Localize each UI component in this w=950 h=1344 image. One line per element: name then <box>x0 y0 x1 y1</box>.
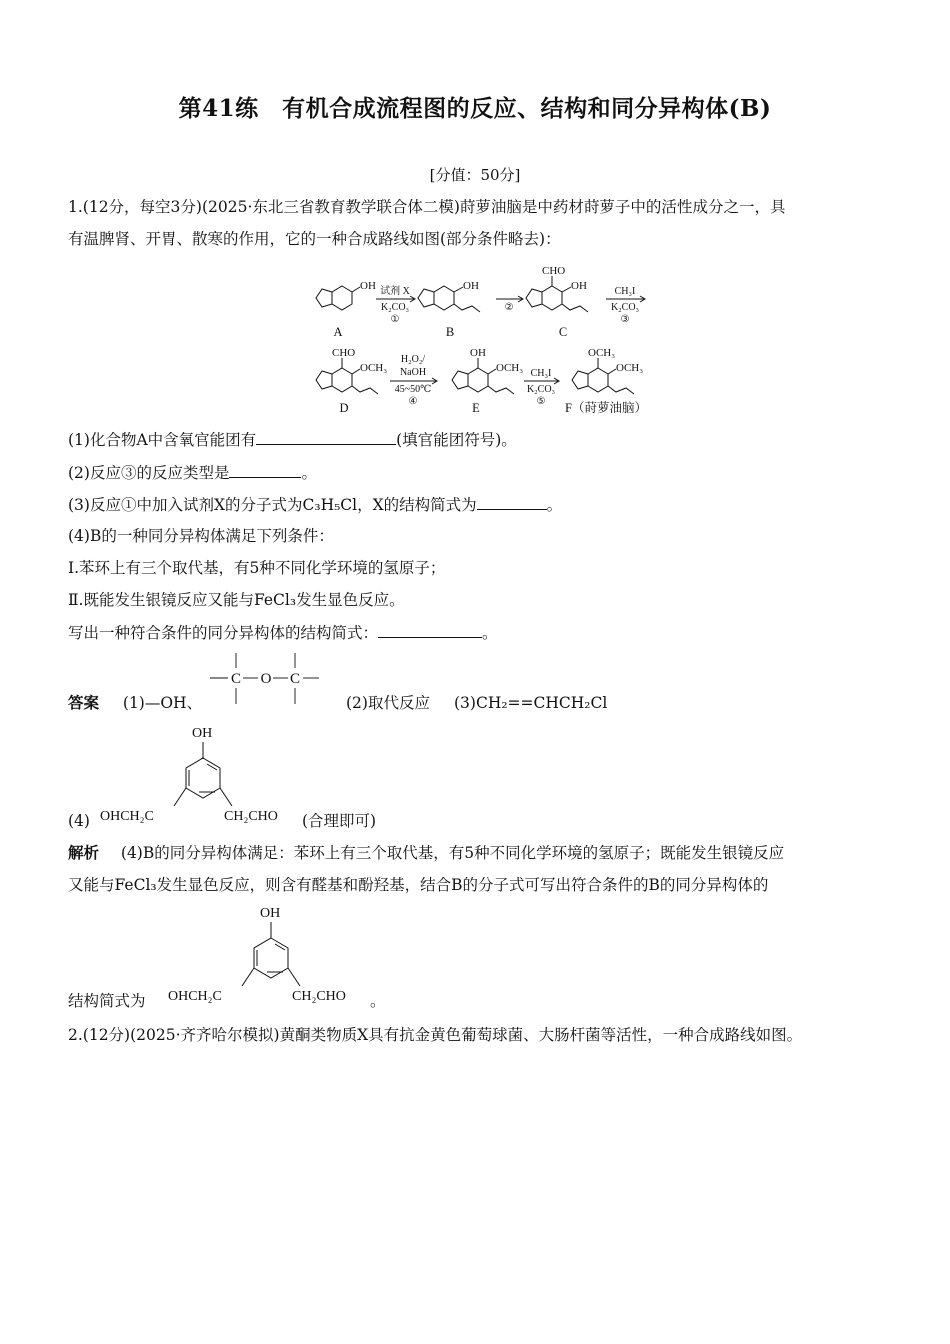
arrow3-base: K₂CO₃ <box>610 302 640 313</box>
compound-d-label: D <box>339 401 349 415</box>
analysis-line3: 结构简式为 <box>68 992 146 1010</box>
q1-condition-1: Ⅰ.苯环上有三个取代基，有5种不同化学环境的氢原子； <box>68 559 446 577</box>
analysis-label: 解析 <box>68 843 100 862</box>
analysis-end: 。 <box>370 992 386 1010</box>
q1-part2-end: 。 <box>301 464 317 482</box>
compound-c-label: C <box>558 325 568 339</box>
q1-part4-ask-end: 。 <box>482 624 498 642</box>
label-och3-e: OCH₃ <box>496 362 524 374</box>
arrow2-step: ② <box>504 302 514 313</box>
answer-part3: (3)CH₂==CHCH₂Cl <box>454 694 608 712</box>
q1-part1 <box>68 428 517 451</box>
isomer-structure-analysis <box>166 902 366 1010</box>
ether-c1: C <box>230 671 242 687</box>
answer-part4-label: (4) <box>68 812 90 830</box>
isomer-right-group: CH₂CHO <box>224 809 278 824</box>
q1-part3-text: (3)反应①中加入试剂X的分子式为C₃H₅Cl，X的结构简式为 <box>68 496 477 514</box>
q1-part3 <box>68 493 562 516</box>
arrow4-reagent2: NaOH <box>399 367 427 378</box>
q2-intro: 2.(12分)(2025·齐齐哈尔模拟)黄酮类物质X具有抗金黄色葡萄球菌、大肠杆菌等活性，一种合成路线如图。 <box>68 1026 803 1044</box>
label-oh-e: OH <box>470 347 486 359</box>
arrow4-temp: 45~50℃ <box>394 384 432 395</box>
label-cho-d: CHO <box>332 347 356 359</box>
arrow3-step: ③ <box>620 314 630 325</box>
score-note: [分值：50分] <box>429 166 521 184</box>
answer-part4-note: (合理即可) <box>302 812 377 830</box>
q1-part4-ask-text: 写出一种符合条件的同分异构体的结构简式： <box>68 624 379 642</box>
analysis-line2: 又能与FeCl₃发生显色反应，则含有醛基和酚羟基，结合B的分子式可写出符合条件的B的同分异构体的 <box>68 876 769 894</box>
label-oh-c: OH <box>571 280 587 292</box>
arrow1-reagent: 试剂 X <box>380 286 410 297</box>
compound-e-label: E <box>472 401 480 415</box>
arrow5-base: K₂CO₃ <box>526 384 556 395</box>
q1-part3-end: 。 <box>546 496 563 514</box>
arrow5-reagent: CH₃I <box>530 368 552 379</box>
ether-structure <box>205 650 325 708</box>
q1-intro-line1: 1.(12分，每空3分)(2025·东北三省教育教学联合体二模)莳萝油脑是中药材莳萝子中的活性成分之一，具 <box>68 198 786 216</box>
q1-part1-blank <box>256 428 396 445</box>
q1-part2-text: (2)反应③的反应类型是 <box>68 464 230 482</box>
q1-part1-hint: (填官能团符号)。 <box>396 431 517 449</box>
answer-part1: (1)—OH、 <box>122 694 203 712</box>
answer-part2: (2)取代反应 <box>346 694 430 712</box>
label-oh-a: OH <box>360 280 376 292</box>
ether-o: O <box>260 671 272 687</box>
compound-a-label: A <box>333 325 343 339</box>
label-och3-f1: OCH₃ <box>588 347 616 359</box>
label-cho-c: CHO <box>542 265 566 277</box>
arrow1-step: ① <box>390 314 400 325</box>
q1-part3-blank <box>477 493 547 510</box>
q1-part4-blank <box>378 621 482 638</box>
q1-intro-line2: 有温脾肾、开胃、散寒的作用，它的一种合成路线如图(部分条件略去)： <box>68 230 561 248</box>
isomer2-right-group: CH₂CHO <box>292 989 346 1004</box>
answer-row <box>68 692 202 714</box>
compound-f-label: F（莳萝油脑） <box>565 401 647 415</box>
analysis-text1: (4)B的同分异构体满足：苯环上有三个取代基，有5种不同化学环境的氢原子；既能发生银镜反应 <box>120 844 785 862</box>
compound-b-label: B <box>445 325 455 339</box>
q1-part2 <box>68 461 317 484</box>
synthesis-scheme <box>290 262 660 420</box>
isomer2-left-group: OHCH₂C <box>168 989 222 1004</box>
isomer-left-group: OHCH₂C <box>100 809 154 824</box>
isomer-oh: OH <box>192 726 213 741</box>
label-och3-d: OCH₃ <box>360 362 388 374</box>
arrow4-reagent1: H₂O₂/ <box>400 354 426 365</box>
ether-c2: C <box>289 671 301 687</box>
label-oh-b: OH <box>463 280 479 292</box>
q1-part1-text: (1)化合物A中含氧官能团有 <box>68 431 257 449</box>
isomer2-oh: OH <box>260 906 281 921</box>
analysis-line1 <box>68 842 784 864</box>
q1-part4: (4)B的一种同分异构体满足下列条件： <box>68 527 334 545</box>
isomer-structure-answer <box>98 722 298 830</box>
arrow4-step: ④ <box>408 396 418 407</box>
arrow3-reagent: CH₃I <box>614 286 636 297</box>
q1-part4-ask <box>68 621 498 644</box>
q1-part2-blank <box>229 461 301 478</box>
label-och3-f2: OCH₃ <box>616 362 644 374</box>
page-title: 第41练 有机合成流程图的反应、结构和同分异构体(B) <box>178 95 772 122</box>
answer-label: 答案 <box>68 693 100 712</box>
arrow1-base: K₂CO₃ <box>380 302 410 313</box>
q1-condition-2: Ⅱ.既能发生银镜反应又能与FeCl₃发生显色反应。 <box>68 591 405 609</box>
arrow5-step: ⑤ <box>536 396 546 407</box>
